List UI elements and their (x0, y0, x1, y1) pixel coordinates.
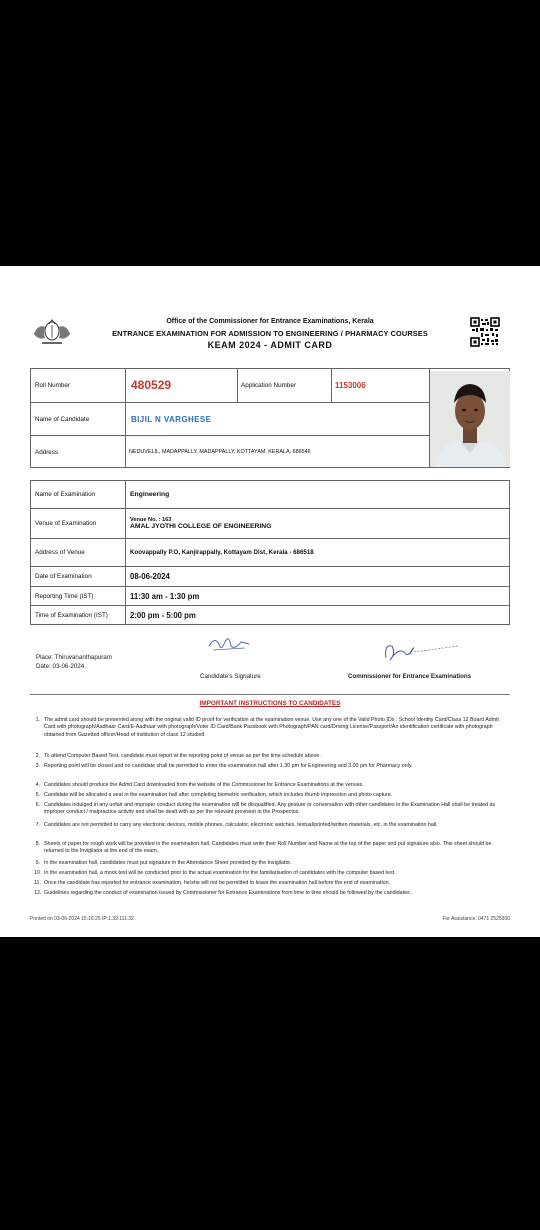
venue-label: Venue of Examination (35, 520, 97, 527)
venue-number: Venue No. : 163 (130, 517, 172, 523)
exam-date-row (31, 566, 509, 586)
venue-name: AMAL JYOTHI COLLEGE OF ENGINEERING (130, 523, 272, 530)
reporting-time-row (31, 586, 509, 605)
exam-details-table (30, 480, 510, 625)
instructions-title: IMPORTANT INSTRUCTIONS TO CANDIDATES (199, 700, 341, 707)
instruction-item: 12. Guidelines regarding the conduct of examination issued by Commissioner for Entrance Examinations from time to time should be followed by the candidates. (34, 890, 412, 896)
candidate-name-label: Name of Candidate (35, 415, 90, 423)
exam-time-row (31, 605, 509, 625)
roll-number-value: 480529 (131, 378, 172, 392)
printed-on-text: Printed on 03-06-2024 15:16:25 IP:1.39.111.32 (30, 916, 134, 922)
exam-time-label: Time of Examination (IST) (35, 612, 108, 619)
candidate-name-row (31, 402, 429, 435)
roll-number-row (31, 368, 429, 402)
address-label: Address (35, 448, 59, 456)
exam-heading: ENTRANCE EXAMINATION FOR ADMISSION TO ENGINEERING / PHARMACY COURSES (112, 329, 428, 338)
venue-address-value: Koovappally P.O, Kanjirappally, Kottayam Dist, Kerala - 686518 (130, 549, 314, 556)
exam-time-value: 2:00 pm - 5:00 pm (130, 611, 196, 620)
instruction-item: 5. Candidate will be allocated a seat in the examination hall after completing biometric verification, which includes thumb impression and photo capture. (35, 792, 393, 798)
instruction-item: 2. To attend Computer Based Test, candidate must report at the reporting point of venue as per the time schedule above. (35, 753, 321, 759)
issue-date-text: Date: 03-06-2024 (36, 663, 85, 670)
exam-name-label: Name of Examination (35, 490, 96, 498)
commissioner-signature-label: Commissioner for Entrance Examinations (348, 673, 472, 680)
candidate-photo (430, 371, 510, 467)
admit-card-title: KEAM 2024 - ADMIT CARD (207, 340, 333, 350)
instruction-item: 9. In the examination hall, candidates must put signature in the Attendance Sheet provided by the Invigilator. (35, 860, 292, 866)
candidate-name-value: BIJIL N VARGHESE (131, 414, 212, 424)
qr-code-icon (470, 317, 500, 347)
divider (30, 694, 510, 695)
instruction-item: 10. In the examination hall, a mock test will be conducted prior to the actual examination for the familiarisation of candidates with the computer based test. (34, 870, 396, 876)
commissioner-signature-image (380, 638, 460, 666)
instruction-item: 11. Once the candidate has reported for entrance examination, he/she will not be permitted to leave the examination hall before the end of examination. (34, 880, 390, 886)
roll-number-label: Roll Number (35, 381, 70, 389)
venue-row (31, 508, 509, 538)
instruction-item: 4. Candidates should produce the Admit Card downloaded from the website of the Commissioner for Entrance Examinations at the venues. (35, 782, 364, 788)
exam-date-label: Date of Examination (35, 573, 92, 580)
office-heading: Office of the Commissioner for Entrance Examinations, Kerala (166, 318, 374, 325)
venue-address-label: Address of Venue (35, 549, 85, 556)
candidate-signature-image (205, 632, 251, 656)
instruction-item: 1. The admit card should be presented along with the original valid ID proof for verification at the examination venue. Use any one of the Valid Photo IDs : School Identity Card/Class 12 Board Admit Card with photograph/Aadhaar Card/E-Aadhaar with photograph/Voter ID Card/Bank Passbook with Photograph/PAN card/Driving License/Passport/An identification certificate with photograph obtained from Gazetted officer/Head of institution of class 12 studied (35, 717, 499, 738)
admit-card-page (0, 266, 540, 937)
address-row (31, 435, 429, 468)
exam-name-value: Engineering (130, 490, 170, 498)
exam-date-value: 08-06-2024 (130, 572, 170, 581)
instruction-item: 6. Candidates indulged in any unfair and improper conduct during the examination will be disqualified. Any gesture or conversation with other candidates in the Examination Hall shall be treated as improper conduct / malpractice activity and shall be dealt with as per the relevant provision in the Prospectus. (35, 802, 496, 816)
reporting-time-label: Reporting Time (IST) (35, 592, 94, 600)
instruction-item: 7. Candidates are not permitted to carry any electronic devices, mobile phones, calculator, electronic watches, textual/printed/written materials, etc. in the examination hall. (35, 822, 438, 828)
candidate-signature-label: Candidate's Signature (200, 673, 261, 680)
address-value: NEDUVELIL, MADAPPALLY, MADAPPALLY, KOTTAYAM, KERALA, 686546 (129, 449, 311, 455)
instruction-item: 3. Reporting point will be closed and no candidate shall be permitted to enter the examination hall after 1.30 pm for Engineering and 3.00 pm for Pharmacy only. (35, 763, 413, 769)
application-number-label: Application Number (241, 381, 296, 389)
place-text: Place: Thiruvananthapuram (36, 654, 112, 661)
application-number-value: 1153006 (335, 380, 366, 390)
assistance-text: For Assistance: 0471 2525300 (442, 916, 510, 922)
exam-name-row (31, 480, 509, 508)
venue-address-row (31, 538, 509, 566)
instruction-item: 8. Sheets of paper for rough work will be provided in the examination hall. Candidates must write their Roll Number and Name at the top of the paper and put signature also. This sheet should be returned to the Invigilator at the end of the exam. (35, 841, 492, 855)
reporting-time-value: 11:30 am - 1:30 pm (130, 591, 200, 601)
